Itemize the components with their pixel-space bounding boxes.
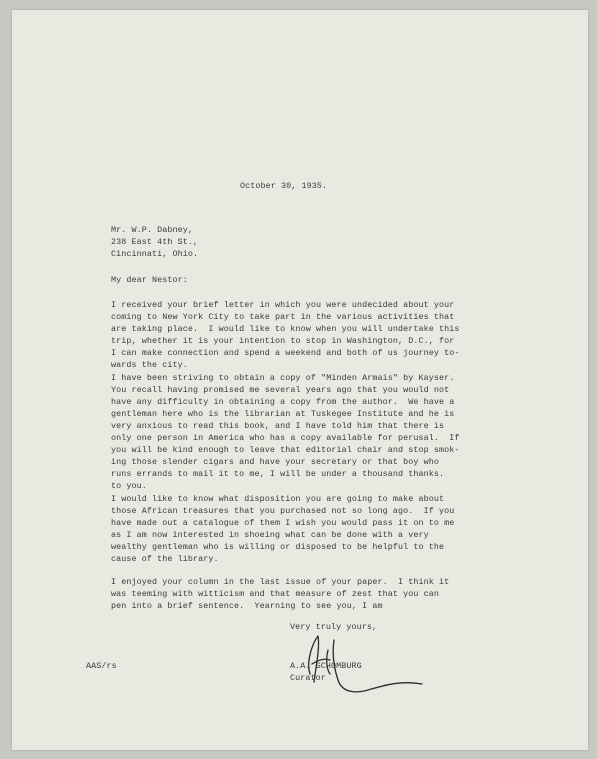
- body-line: ing those slender cigars and have your secretary or that boy who: [111, 457, 440, 467]
- signer-title: Curator: [290, 673, 326, 683]
- recipient-address: [111, 224, 198, 260]
- body-line: as I am now interested in shoeing what can be done with a very: [111, 530, 429, 540]
- body-line: was teeming with witticism and that measure of zest that you can: [111, 589, 440, 599]
- signer-name: A.A. SCHOMBURG: [290, 661, 362, 671]
- body-line: have made out a catalogue of them I wish you would pass it on to me: [111, 518, 455, 528]
- address-line: Cincinnati, Ohio.: [111, 249, 199, 259]
- body-line: you will be kind enough to leave that editorial chair and stop smok-: [111, 445, 460, 455]
- body-line: wards the city.: [111, 360, 188, 370]
- letter-page: [12, 10, 588, 750]
- paragraph-1: [111, 299, 460, 371]
- body-line: I received your brief letter in which you were undecided about your: [111, 300, 455, 310]
- body-line: those African treasures that you purchased not so long ago. If you: [111, 506, 455, 516]
- body-line: very anxious to read this book, and I have told him that there is: [111, 421, 445, 431]
- address-line: Mr. W.P. Dabney,: [111, 225, 194, 235]
- closing: Very truly yours,: [290, 622, 378, 632]
- body-line: are taking place. I would like to know when you will undertake this: [111, 324, 460, 334]
- body-line: to you.: [111, 481, 147, 491]
- typist-initials: AAS/rs: [86, 661, 117, 671]
- paragraph-3: [111, 493, 454, 565]
- body-line: I would like to know what disposition you are going to make about: [111, 494, 445, 504]
- body-line: pen into a brief sentence. Yearning to see you, I am: [111, 601, 383, 611]
- body-line: I can make connection and spend a weekend and both of us journey to-: [111, 348, 460, 358]
- body-line: runs errands to mail it to me, I will be under a thousand thanks.: [111, 469, 445, 479]
- letter-date: October 30, 1935.: [240, 181, 328, 191]
- body-line: I enjoyed your column in the last issue of your paper. I think it: [111, 577, 450, 587]
- body-line: only one person in America who has a copy available for perusal. If: [111, 433, 460, 443]
- body-line: You recall having promised me several years ago that you would not: [111, 385, 450, 395]
- body-line: coming to New York City to take part in the various activities that: [111, 312, 455, 322]
- body-line: I have been striving to obtain a copy of "Minden Armais" by Kayser.: [111, 373, 455, 383]
- body-line: have any difficulty in obtaining a copy from the author. We have a: [111, 397, 455, 407]
- body-line: trip, whether it is your intention to stop in Washington, D.C., for: [111, 336, 455, 346]
- paragraph-4: [111, 576, 449, 612]
- body-line: wealthy gentleman who is willing or disposed to be helpful to the: [111, 542, 445, 552]
- salutation: My dear Nestor:: [111, 275, 188, 285]
- body-line: cause of the library.: [111, 554, 219, 564]
- paragraph-2: [111, 372, 460, 492]
- address-line: 238 East 4th St.,: [111, 237, 199, 247]
- handwritten-signature: [282, 622, 432, 702]
- body-line: gentleman here who is the librarian at Tuskegee Institute and he is: [111, 409, 455, 419]
